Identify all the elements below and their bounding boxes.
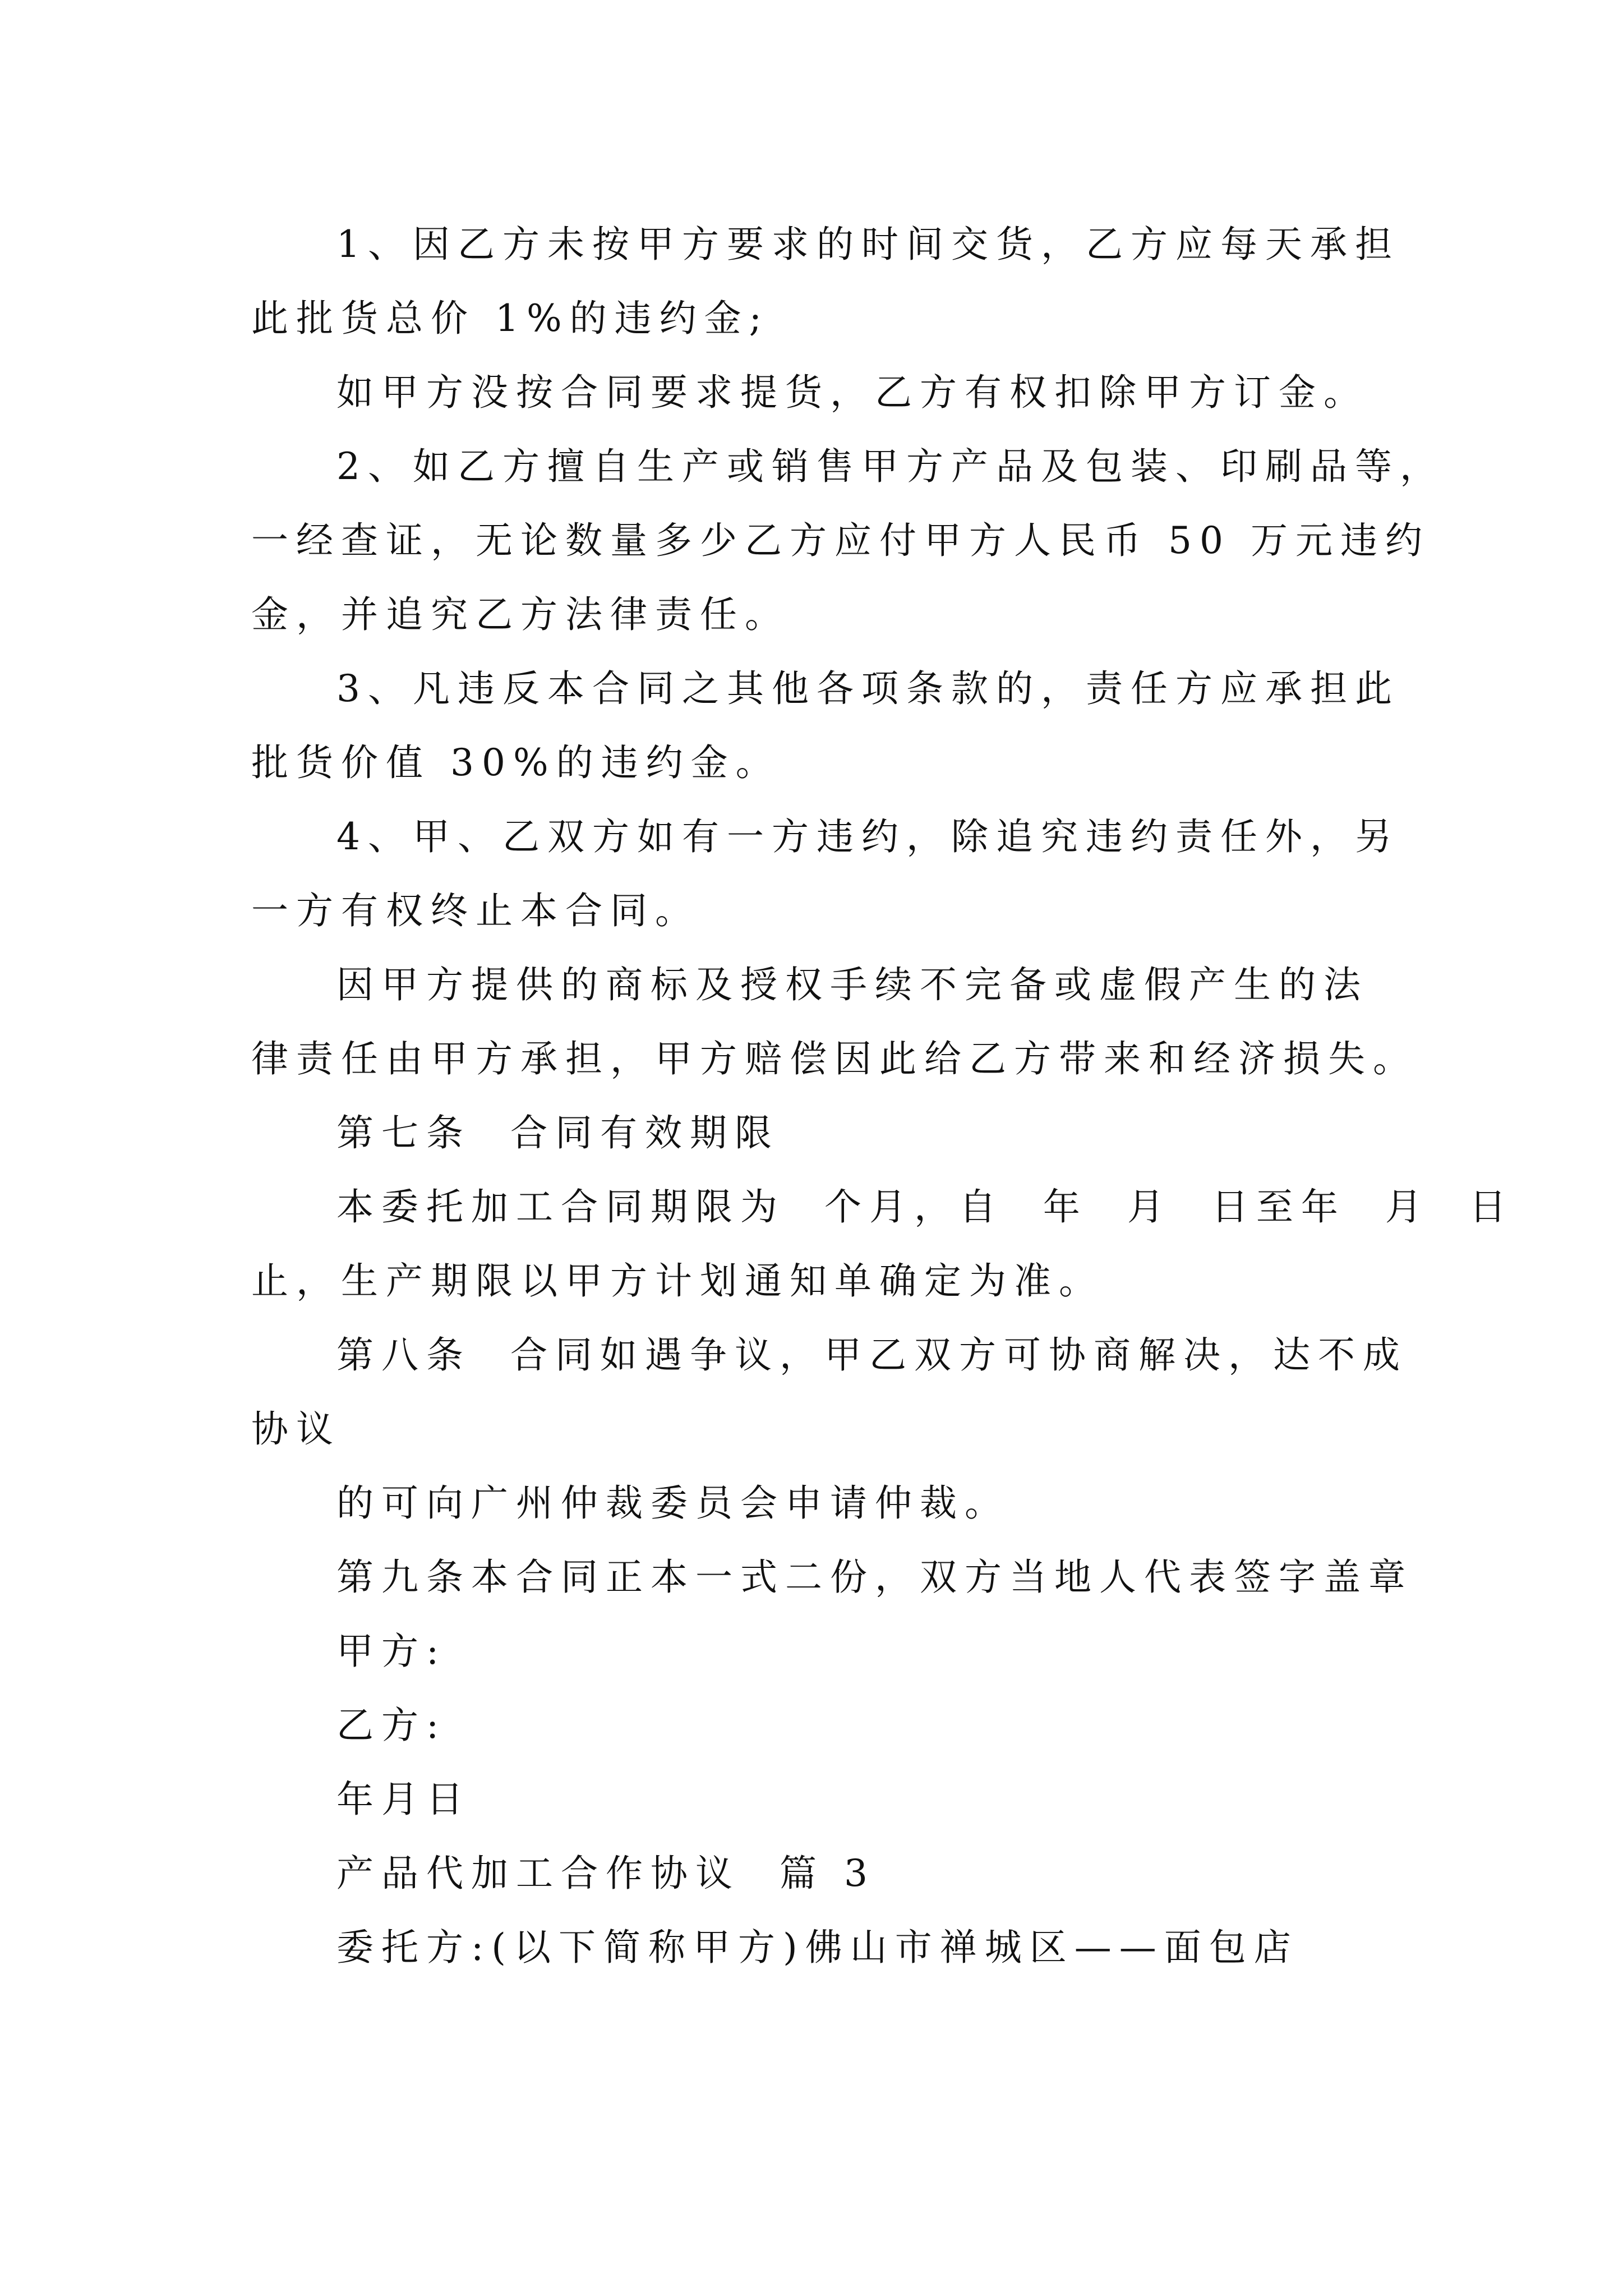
section-heading: 第八条 合同如遇争议，甲乙双方可协商解决，达不成 (336, 1333, 1408, 1377)
text-line: 批货价值 30%的违约金。 (251, 741, 781, 784)
text-line: 3、凡违反本合同之其他各项条款的，责任方应承担此 (336, 667, 1400, 710)
text-line: 委托方:(以下简称甲方)佛山市禅城区——面包店 (336, 1926, 1299, 1969)
text-line: 律责任由甲方承担，甲方赔偿因此给乙方带来和经济损失。 (251, 1037, 1418, 1080)
text-line: 一方有权终止本合同。 (251, 889, 700, 932)
text-line: 止，生产期限以甲方计划通知单确定为准。 (251, 1259, 1104, 1303)
section-heading: 第九条本合同正本一式二份，双方当地人代表签字盖章 (336, 1556, 1413, 1599)
text-line: 4、甲、乙双方如有一方违约，除追究违约责任外，另 (336, 815, 1400, 858)
text-line: 2、如乙方擅自生产或销售甲方产品及包装、印刷品等， (336, 445, 1445, 488)
signature-party-a: 甲方: (336, 1630, 447, 1673)
text-line: 如甲方没按合同要求提货，乙方有权扣除甲方订金。 (336, 371, 1368, 414)
text-line: 一经查证，无论数量多少乙方应付甲方人民币 50 万元违约 (251, 519, 1430, 562)
text-line: 本委托加工合同期限为 个月，自 年 月 日至年 月 日 (336, 1185, 1514, 1228)
signature-date: 年月日 (336, 1778, 471, 1821)
text-line: 此批货总价 1%的违约金; (251, 297, 769, 340)
text-line: 协议 (251, 1407, 341, 1451)
signature-party-b: 乙方: (336, 1704, 447, 1747)
section-heading: 第七条 合同有效期限 (336, 1111, 780, 1154)
text-line: 的可向广州仲裁委员会申请仲裁。 (336, 1481, 1009, 1525)
text-line: 金，并追究乙方法律责任。 (251, 593, 790, 636)
text-line: 1、因乙方未按甲方要求的时间交货，乙方应每天承担 (336, 223, 1400, 266)
document-body (251, 208, 1514, 1985)
text-line: 因甲方提供的商标及授权手续不完备或虚假产生的法 (336, 963, 1368, 1006)
document-title: 产品代加工合作协议 篇 3 (336, 1852, 875, 1895)
